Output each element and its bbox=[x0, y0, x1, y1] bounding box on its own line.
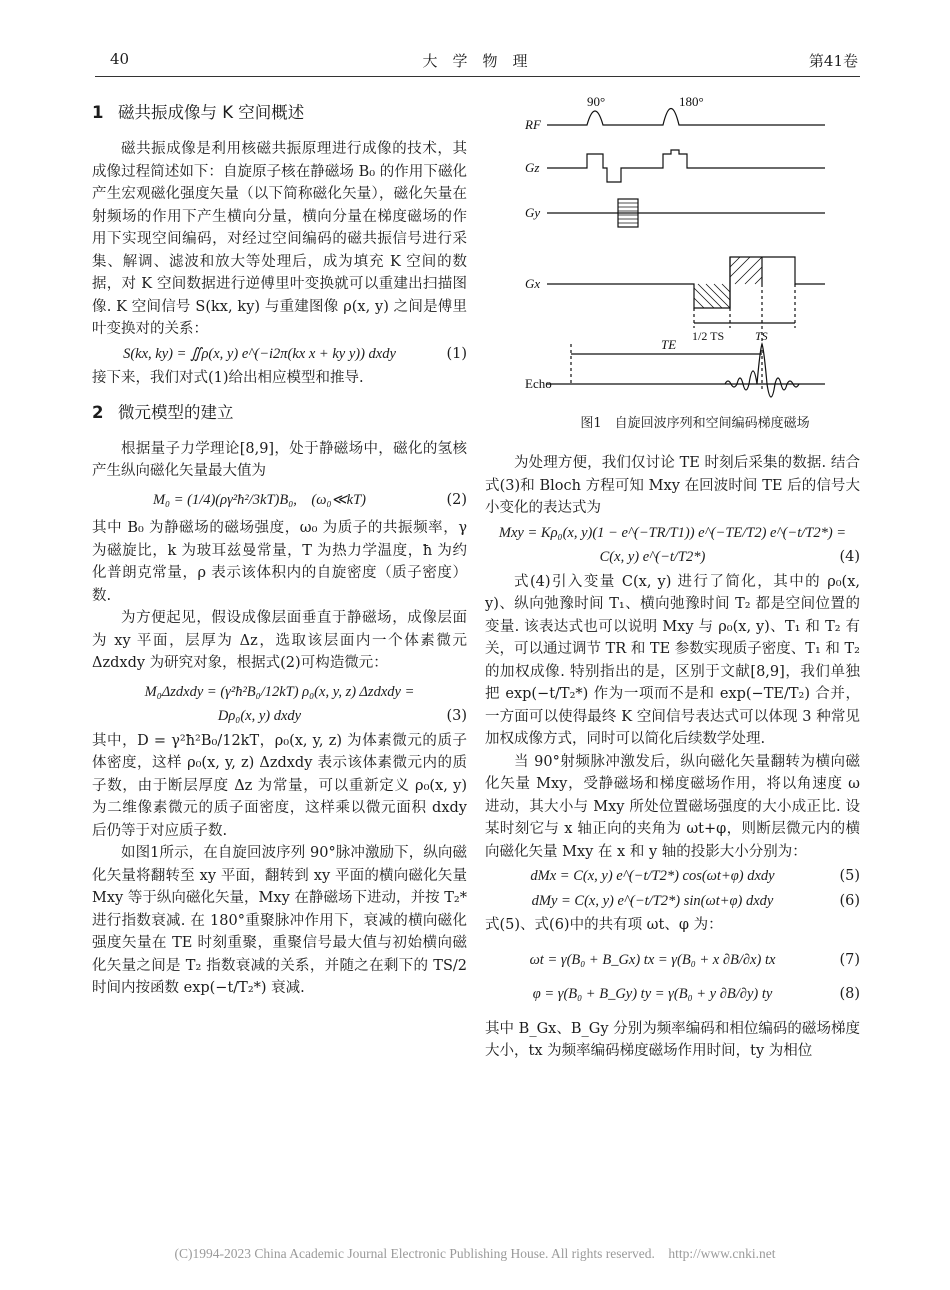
s2-paragraph-1: 根据量子力学理论[8,9]，处于静磁场中，磁化的氢核产生纵向磁化矢量最大值为 bbox=[92, 440, 467, 479]
label-gy: Gy bbox=[525, 205, 541, 220]
r-paragraph-4: 式(5)、式(6)中的共有项 ωt、φ 为： bbox=[485, 917, 723, 933]
label-ts: TS bbox=[755, 329, 768, 343]
section-1-heading bbox=[92, 100, 467, 126]
label-half-ts: 1/2 TS bbox=[692, 329, 725, 343]
s2-paragraph-3: 为方便起见，假设成像层面垂直于静磁场，成像层面为 xy 平面，层厚为 Δz，选取该层面内一个体素微元 Δzdxdy 为研究对象，根据式(2)可构造微元： bbox=[92, 610, 467, 671]
s1-paragraph-1: 磁共振成像是利用核磁共振原理进行成像的技术，其成像过程简述如下：自旋原子核在静磁场 B₀ 的作用下磁化产生宏观磁化强度矢量（以下简称磁化矢量），磁化矢量在射频场的作用下产生横向分量，横向分量在梯度磁场的作用下实现空间编码，对经过空间编码的磁共振信号进行采集、解调、滤波和放大等处理后，成为填充 K 空间的数据，对 K 空间数据进行逆傅里叶变换就可以重建出扫描图像. K 空间信号 S(kx, ky) 与重建图像 ρ(x, y) 之间是傅里叶变换对的关系： bbox=[92, 141, 467, 337]
label-echo: Echo bbox=[525, 376, 552, 391]
equation-5-body: dMx = C(x, y) e^(−t/T2*) cos(ωt+φ) dxdy bbox=[530, 868, 775, 884]
right-column bbox=[485, 452, 860, 1063]
gx-trace bbox=[547, 257, 825, 308]
equation-8 bbox=[485, 983, 860, 1006]
r-paragraph-1: 为处理方便，我们仅讨论 TE 时刻后采集的数据. 结合式(3)和 Bloch 方程可知 Mxy 在回波时间 TE 后的信号大小变化的表达式为 bbox=[485, 455, 860, 516]
label-te: TE bbox=[661, 337, 677, 352]
label-gz: Gz bbox=[525, 160, 540, 175]
s2-paragraph-4: 其中，D = γ²ħ²B₀/12kT，ρ₀(x, y, z) 为体素微元的质子体密度，这样 ρ₀(x, y, z) Δzdxdy 表示该体素微元内的质子数，由于断层厚度 Δz 为常量，可以重新定义 ρ₀(x, y) 为二维像素微元的质子面密度，这样乘以微元面积 dxdy 后仍等于对应质子数. bbox=[92, 732, 467, 839]
section-2-title: 微元模型的建立 bbox=[118, 402, 234, 422]
gx-hatch bbox=[694, 257, 762, 308]
journal-title: 大 学 物 理 bbox=[422, 52, 528, 70]
equation-6 bbox=[485, 890, 860, 913]
copyright-footer: (C)1994-2023 China Academic Journal Electronic Publishing House. All rights reserved. http://www.cnki.net bbox=[174, 1246, 776, 1261]
rf-trace bbox=[547, 109, 825, 126]
equation-3-number: (3) bbox=[446, 708, 467, 724]
section-1-number: 1 bbox=[92, 103, 104, 122]
equation-1-number: (1) bbox=[446, 345, 467, 362]
equation-3b-body: Dρ₀(x, y) dxdy bbox=[217, 708, 302, 724]
s2-paragraph-5: 如图1所示，在自旋回波序列 90°脉冲激励下，纵向磁化矢量将翻转至 xy 平面，翻转到 xy 平面的横向磁化矢量 Mxy 等于纵向磁化矢量，Mxy 在静磁场下进动，并按 T₂* 进行指数衰减. 在 180°重聚脉冲作用下，衰减的横向磁化强度矢量在 TE 时刻重聚，重聚信号最大值与初始横向磁化矢量之间是 T₂ 指数衰减的关系，并随之在剩下的 TS/2 时间内按函数 exp(−t/T₂*) 衰减. bbox=[92, 845, 467, 996]
section-2-heading bbox=[92, 400, 467, 426]
s1-paragraph-2: 接下来，我们对式(1)给出相应模型和推导. bbox=[92, 370, 364, 386]
equation-4a bbox=[485, 522, 860, 545]
page-number: 40 bbox=[110, 50, 130, 68]
r-paragraph-5: 其中 B_Gx、B_Gy 分别为频率编码和相位编码的磁场梯度大小，tx 为频率编码梯度磁场作用时间，ty 为相位 bbox=[485, 1020, 860, 1059]
left-column bbox=[92, 100, 467, 1000]
equation-4b-body: C(x, y) e^(−t/T2*) bbox=[599, 549, 706, 565]
equation-8-number: (8) bbox=[839, 986, 860, 1002]
section-1-title: 磁共振成像与 K 空间概述 bbox=[118, 103, 305, 122]
equation-4b bbox=[485, 546, 860, 569]
r-paragraph-3: 当 90°射频脉冲激发后，纵向磁化矢量翻转为横向磁化矢量 Mxy，受静磁场和梯度磁场作用，将以角速度 ω 进动，其大小与 Mxy 所处位置磁场强度的大小成正比. 设某时刻它与 x 轴正向的夹角为 ωt+φ，则断层微元内的横向磁化矢量 Mxy 在 x 和 y 轴的投影大小分别为： bbox=[485, 753, 860, 860]
equation-2-body: M₀ = (1/4)(ργ²ħ²/3kT)B₀, (ω₀≪kT) bbox=[152, 491, 367, 508]
section-2-number: 2 bbox=[92, 402, 104, 422]
label-gx: Gx bbox=[525, 276, 541, 291]
equation-1 bbox=[92, 343, 467, 366]
equation-4a-body: Mxy = Kρ₀(x, y)(1 − e^(−TR/T1)) e^(−TE/T2) e^(−t/T2*) = bbox=[498, 524, 847, 541]
r-paragraph-2: 式(4)引入变量 C(x, y) 进行了简化，其中的 ρ₀(x, y)、纵向弛豫时间 T₁、横向弛豫时间 T₂ 都是空间位置的变量. 该表达式也可以说明 Mxy 与 ρ₀(x, y)、T₁ 和 T₂ 有关，可以通过调节 TR 和 TE 参数实现质子密度、T₁ 和 T₂ 的加权成像. 特别指出的是，区别于文献[8,9]，我们单独把 exp(−t/T₂*) 作为一项而不是和 exp(−TE/T₂) 合并，一方面可以使得最终 K 空间信号表达式可以体现 3 种常见加权成像方式，同时可以简化后续数学处理. bbox=[485, 573, 860, 747]
figure-caption: 图1 自旋回波序列和空间编码梯度磁场 bbox=[580, 416, 810, 431]
label-rf: RF bbox=[525, 117, 541, 132]
gz-trace bbox=[547, 150, 825, 182]
equation-2 bbox=[92, 489, 467, 512]
equation-6-number: (6) bbox=[839, 892, 860, 909]
equation-8-body: φ = γ(B₀ + B_Gy) ty = γ(B₀ + y ∂B/∂y) ty bbox=[532, 986, 773, 1002]
equation-3a bbox=[92, 681, 467, 704]
pulse-sequence-figure bbox=[525, 92, 870, 402]
equation-4-number: (4) bbox=[839, 549, 860, 565]
equation-3b bbox=[92, 705, 467, 728]
equation-7 bbox=[485, 949, 860, 972]
equation-5-number: (5) bbox=[839, 868, 860, 884]
equation-7-body: ωt = γ(B₀ + B_Gx) tx = γ(B₀ + x ∂B/∂x) tx bbox=[529, 951, 776, 968]
equation-1-body: S(kx, ky) = ∬ρ(x, y) e^(−i2π(kx x + ky y)) dxdy bbox=[123, 345, 396, 362]
equation-6-body: dMy = C(x, y) e^(−t/T2*) sin(ωt+φ) dxdy bbox=[531, 892, 774, 909]
s2-paragraph-2: 其中 B₀ 为静磁场的磁场强度，ω₀ 为质子的共振频率，γ 为磁旋比，k 为玻耳兹曼常量，T 为热力学温度，ħ 为约化普朗克常量，ρ 表示该体积内的自旋密度（质子密度）数. bbox=[92, 520, 467, 604]
equation-2-number: (2) bbox=[446, 491, 467, 508]
volume-label: 第41卷 bbox=[808, 52, 858, 70]
label-180: 180° bbox=[679, 94, 704, 109]
equation-3a-body: M₀Δzdxdy = (γ²ħ²B₀/12kT) ρ₀(x, y, z) Δzdxdy = bbox=[144, 683, 415, 700]
equation-5 bbox=[485, 865, 860, 888]
equation-7-number: (7) bbox=[839, 951, 860, 968]
header-rule bbox=[95, 76, 860, 77]
label-90: 90° bbox=[587, 94, 606, 109]
